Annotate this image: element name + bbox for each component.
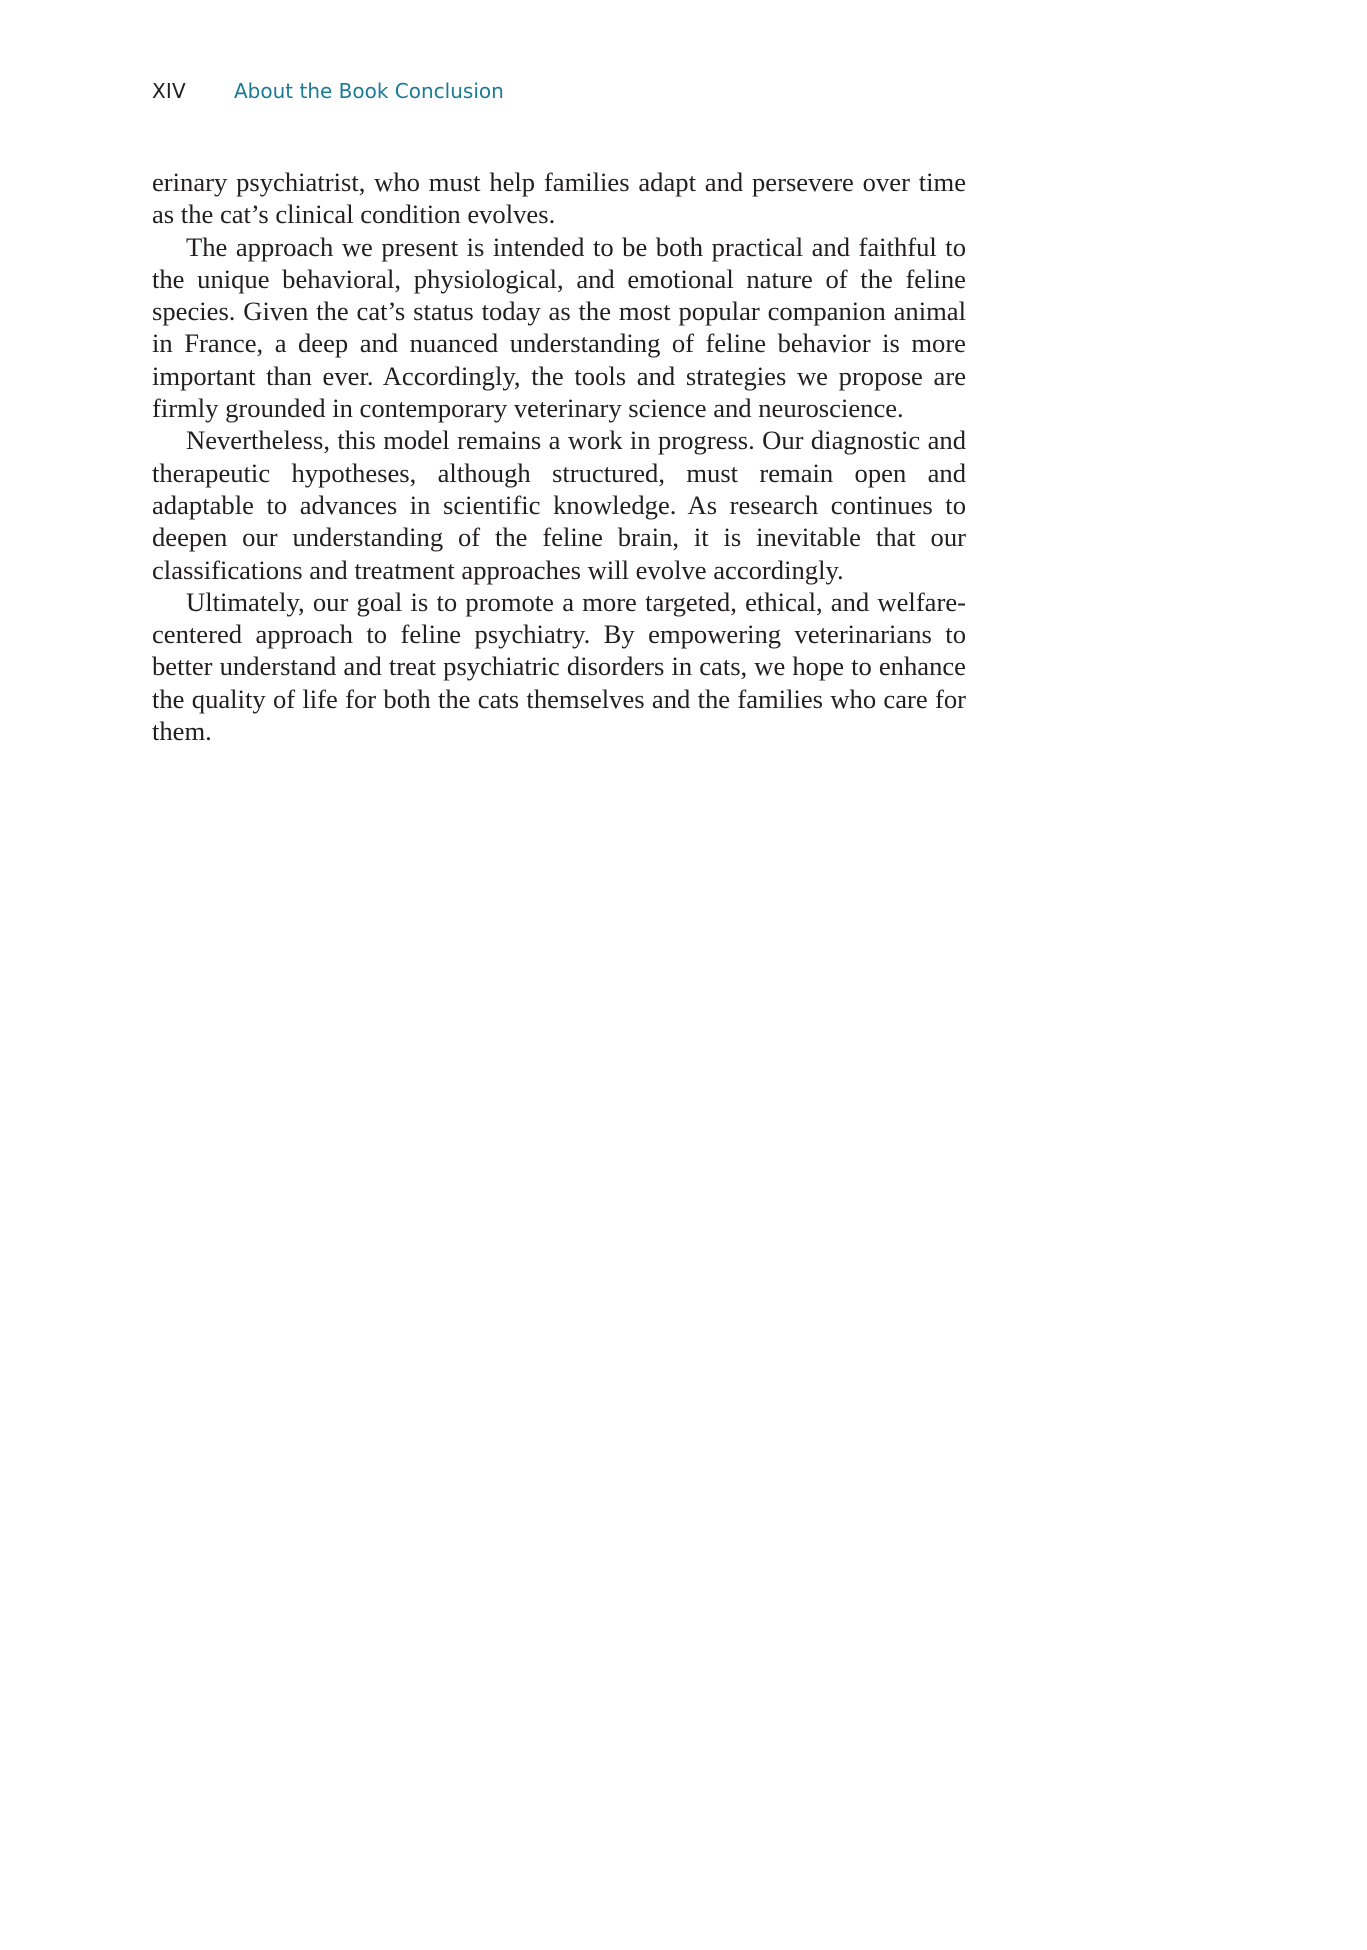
paragraph-continued: erinary psychiatrist, who must help families adapt and persevere over time as the cat’s clinical condition evolves. [152,167,966,230]
running-head [152,76,504,106]
body-text [152,166,966,747]
paragraph-work-in-progress: Nevertheless, this model remains a work in progress. Our diagnostic and therapeutic hypotheses, although structured, must remain open and adaptable to advances in scientific knowledge. As research continues to deepen our understanding of the feline brain, it is inevitable that our classifications and treatment approaches will evolve accordingly. [152,425,966,585]
page-number: XIV [152,79,186,103]
paragraph-approach: The approach we present is intended to be both practical and faithful to the unique behavioral, physiological, and emotional nature of the feline species. Given the cat’s status today as the most popular companion animal in France, a deep and nuanced understanding of feline behavior is more important than ever. Accordingly, the tools and strategies we propose are firmly grounded in contemporary veterinary science and neuroscience. [152,231,966,424]
paragraph-goal: Ultimately, our goal is to promote a more targeted, ethical, and welfare-centered approach to feline psychiatry. By empowering veterinarians to better understand and treat psychiatric disorders in cats, we hope to enhance the quality of life for both the cats themselves and the families who care for them. [152,586,966,747]
section-title: About the Book Conclusion [234,79,504,103]
